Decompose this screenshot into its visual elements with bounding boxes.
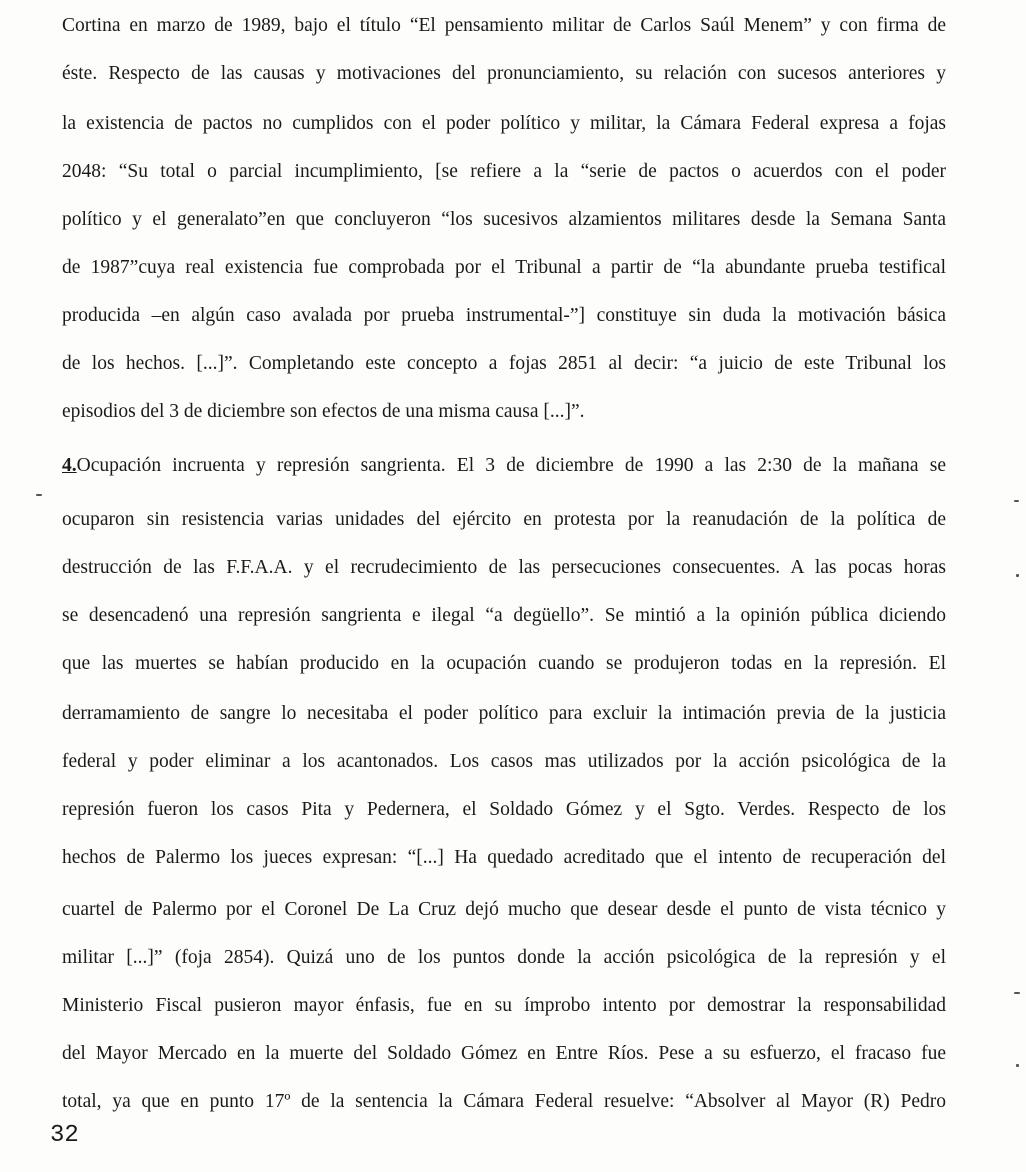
scan-speck [1014,992,1020,994]
text-line: político y el generalato”en que concluyeron “los sucesivos alzamientos militares desde la Semana Santa [62,209,946,230]
scan-speck [1014,500,1019,502]
text-line: total, ya que en punto 17º de la sentencia la Cámara Federal resuelve: “Absolver al Mayor (R) Pedro [62,1091,946,1112]
text-line: la existencia de pactos no cumplidos con el poder político y militar, la Cámara Federal expresa a fojas [62,113,946,134]
text-line: derramamiento de sangre lo necesitaba el poder político para excluir la intimación previa de la justicia [62,703,946,724]
text-line: producida –en algún caso avalada por prueba instrumental-”] constituye sin duda la motivación básica [62,305,946,326]
text-line: de 1987”cuya real existencia fue comprobada por el Tribunal a partir de “la abundante prueba testifical [62,257,946,278]
text-line: se desencadenó una represión sangrienta e ilegal “a degüello”. Se mintió a la opinión pública diciendo [62,605,946,626]
text-line: éste. Respecto de las causas y motivaciones del pronunciamiento, su relación con sucesos anteriores y [62,63,946,84]
section-4-heading-line [62,454,946,478]
scan-speck [1016,1064,1019,1067]
text-line: que las muertes se habían producido en la ocupación cuando se produjeron todas en la represión. El [62,653,946,674]
page-number: 32 [50,1122,79,1149]
text-line: del Mayor Mercado en la muerte del Soldado Gómez en Entre Ríos. Pese a su esfuerzo, el fracaso fue [62,1043,946,1064]
text-line: Cortina en marzo de 1989, bajo el título “El pensamiento militar de Carlos Saúl Menem” y con firma de [62,15,946,36]
section-4-first-line: Ocupación incruenta y represión sangrienta. El 3 de diciembre de 1990 a las 2:30 de la mañana se [76,455,946,476]
section-number: 4. [62,455,77,476]
text-line: ocuparon sin resistencia varias unidades del ejército en protesta por la reanudación de la política de [62,509,946,530]
text-line: militar [...]” (foja 2854). Quizá uno de los puntos donde la acción psicológica de la represión y el [62,947,946,968]
text-line: hechos de Palermo los jueces expresan: “[...] Ha quedado acreditado que el intento de recuperación del [62,847,946,868]
scan-speck [36,494,42,496]
text-line: 2048: “Su total o parcial incumplimiento, [se refiere a la “serie de pactos o acuerdos con el poder [62,161,946,182]
text-line: represión fueron los casos Pita y Pedernera, el Soldado Gómez y el Sgto. Verdes. Respecto de los [62,799,946,820]
text-line: cuartel de Palermo por el Coronel De La Cruz dejó mucho que desear desde el punto de vista técnico y [62,899,946,920]
text-line: de los hechos. [...]”. Completando este concepto a fojas 2851 al decir: “a juicio de este Tribunal los [62,353,946,374]
text-line: episodios del 3 de diciembre son efectos de una misma causa [...]”. [62,401,585,422]
text-line: Ministerio Fiscal pusieron mayor énfasis, fue en su ímprobo intento por demostrar la responsabilidad [62,995,946,1016]
text-line: destrucción de las F.F.A.A. y el recrudecimiento de las persecuciones consecuentes. A las pocas horas [62,557,946,578]
text-line: federal y poder eliminar a los acantonados. Los casos mas utilizados por la acción psicológica de la [62,751,946,772]
scan-speck [1016,574,1019,577]
